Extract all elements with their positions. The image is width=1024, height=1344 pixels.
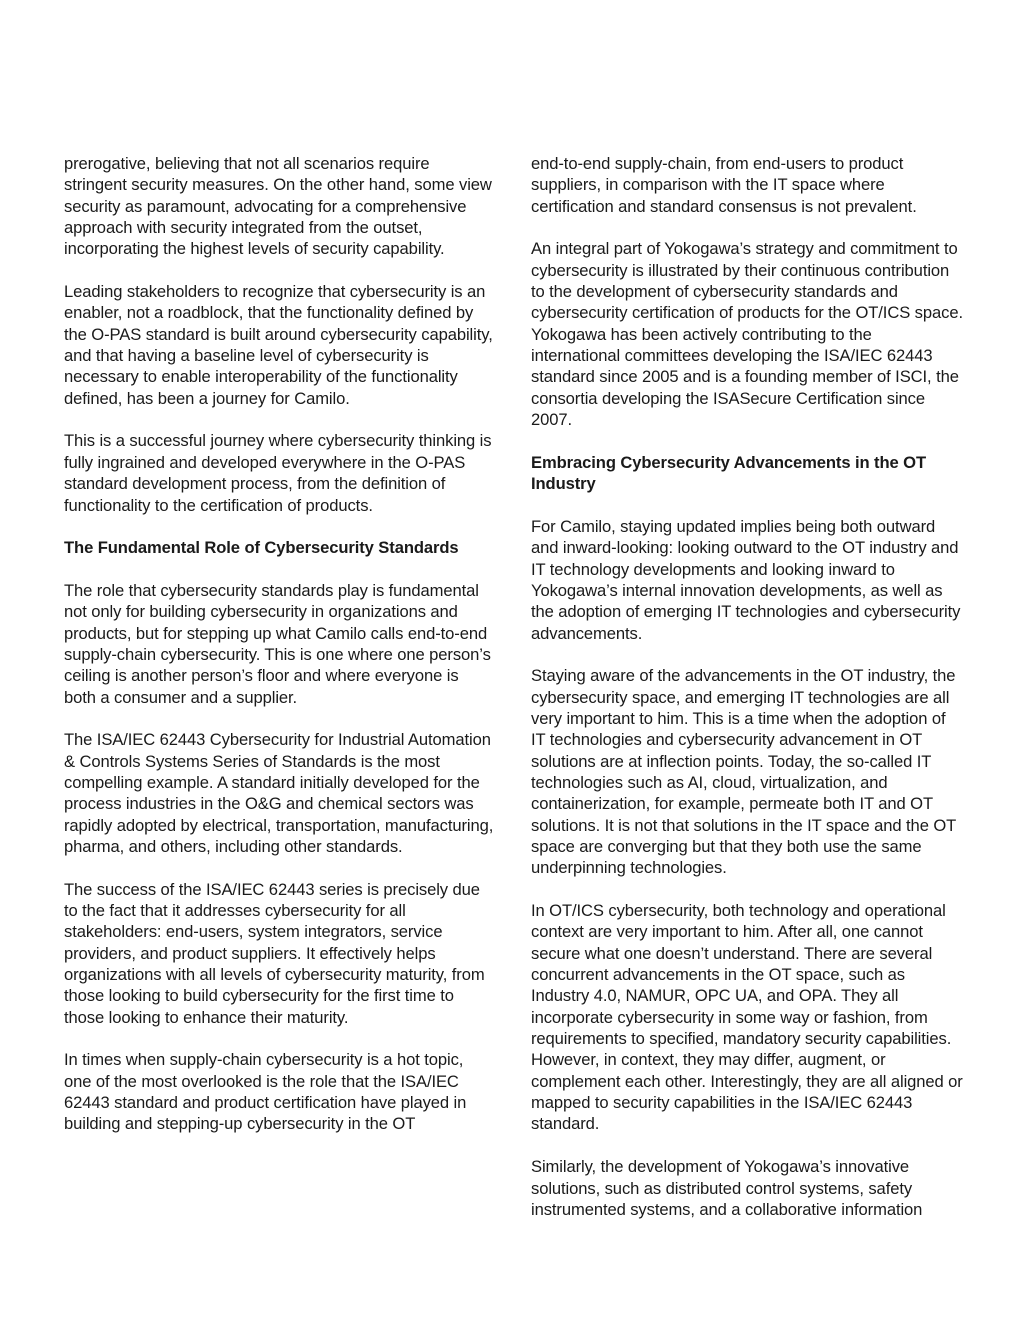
paragraph: Leading stakeholders to recognize that cybersecurity is an enabler, not a roadblock, that the functionality defined by the O-PAS standard is built around cybersecurity capability, and that having a baseline level of cybersecurity is necessary to enable interoperability of the functionality defined, has been a journey for Camilo. — [64, 282, 493, 408]
paragraph: prerogative, believing that not all scenarios require stringent security measures. On the other hand, some view security as paramount, advocating for a comprehensive approach with security integrated from the outset, incorporating the highest levels of security capability. — [64, 154, 492, 259]
paragraph: end-to-end supply-chain, from end-users to product suppliers, in comparison with the IT space where certification and standard consensus is not prevalent. — [531, 154, 917, 216]
paragraph: Similarly, the development of Yokogawa’s innovative solutions, such as distributed control systems, safety instrumented systems, and a collaborative information — [531, 1157, 923, 1219]
paragraph: For Camilo, staying updated implies being both outward and inward-looking: looking outward to the OT industry and IT technology developments and looking inward to Yokogawa’s internal innovation developments, as well as the adoption of emerging IT technologies and cybersecurity advancements. — [531, 516, 961, 643]
paragraph: This is a successful journey where cybersecurity thinking is fully ingrained and developed everywhere in the O-PAS standard development process, from the definition of functionality to the certification of products. — [64, 431, 492, 515]
paragraph: In times when supply-chain cybersecurity is a hot topic, one of the most overlooked is the role that the ISA/IEC 62443 standard and product certification have played in building and stepping-up cybersecurity in the OT — [64, 1050, 467, 1134]
section-heading: Embracing Cybersecurity Advancements in the OT Industry — [531, 452, 926, 494]
section-heading: The Fundamental Role of Cybersecurity Standards — [64, 538, 459, 558]
paragraph: Staying aware of the advancements in the OT industry, the cybersecurity space, and emerging IT technologies are all very important to him. This is a time when the adoption of IT technologies and cybersecurity advancement in OT solutions are at inflection points. Today, the so-called IT technologies such as AI, cloud, virtualization, and containerization, for example, permeate both IT and OT solutions. It is not that solutions in the IT space and the OT space are converging but that they both use the same underpinning technologies. — [531, 666, 956, 878]
paragraph: The success of the ISA/IEC 62443 series is precisely due to the fact that it addresses cybersecurity for all stakeholders: end-users, system integrators, service providers, and product suppliers. It effectively helps organizations with all levels of cybersecurity maturity, from those looking to build cybersecurity for the first time to those looking to enhance their maturity. — [64, 879, 485, 1027]
paragraph: The ISA/IEC 62443 Cybersecurity for Industrial Automation & Controls Systems Series of Standards is the most compelling example. A standard initially developed for the process industries in the O&G and chemical sectors was rapidly adopted by electrical, transportation, manufacturing, pharma, and others, including other standards. — [64, 730, 494, 856]
paragraph: An integral part of Yokogawa’s strategy and commitment to cybersecurity is illustrated by their continuous contribution to the development of cybersecurity standards and cybersecurity certification of products for the OT/ICS space. Yokogawa has been actively contributing to the international committees developing the ISA/IEC 62443 standard since 2005 and is a founding member of ISCI, the consortia developing the ISASecure Certification since 2007. — [531, 239, 963, 430]
paragraph: The role that cybersecurity standards play is fundamental not only for building cybersecurity in organizations and products, but for stepping up what Camilo calls end-to-end supply-chain cybersecurity. This is one where one person’s ceiling is another person’s floor and where everyone is both a consumer and a supplier. — [64, 580, 491, 707]
right-column — [531, 153, 963, 1242]
left-column — [64, 153, 494, 1156]
paragraph: In OT/ICS cybersecurity, both technology and operational context are very important to him. After all, one cannot secure what one doesn’t understand. There are several concurrent advancements in the OT space, such as Industry 4.0, NAMUR, OPC UA, and OPA. They all incorporate cybersecurity in some way or fashion, from requirements to specified, mandatory security capabilities. However, in context, they may differ, augment, or complement each other. Interestingly, they are all aligned or mapped to security capabilities in the ISA/IEC 62443 standard. — [531, 901, 963, 1134]
